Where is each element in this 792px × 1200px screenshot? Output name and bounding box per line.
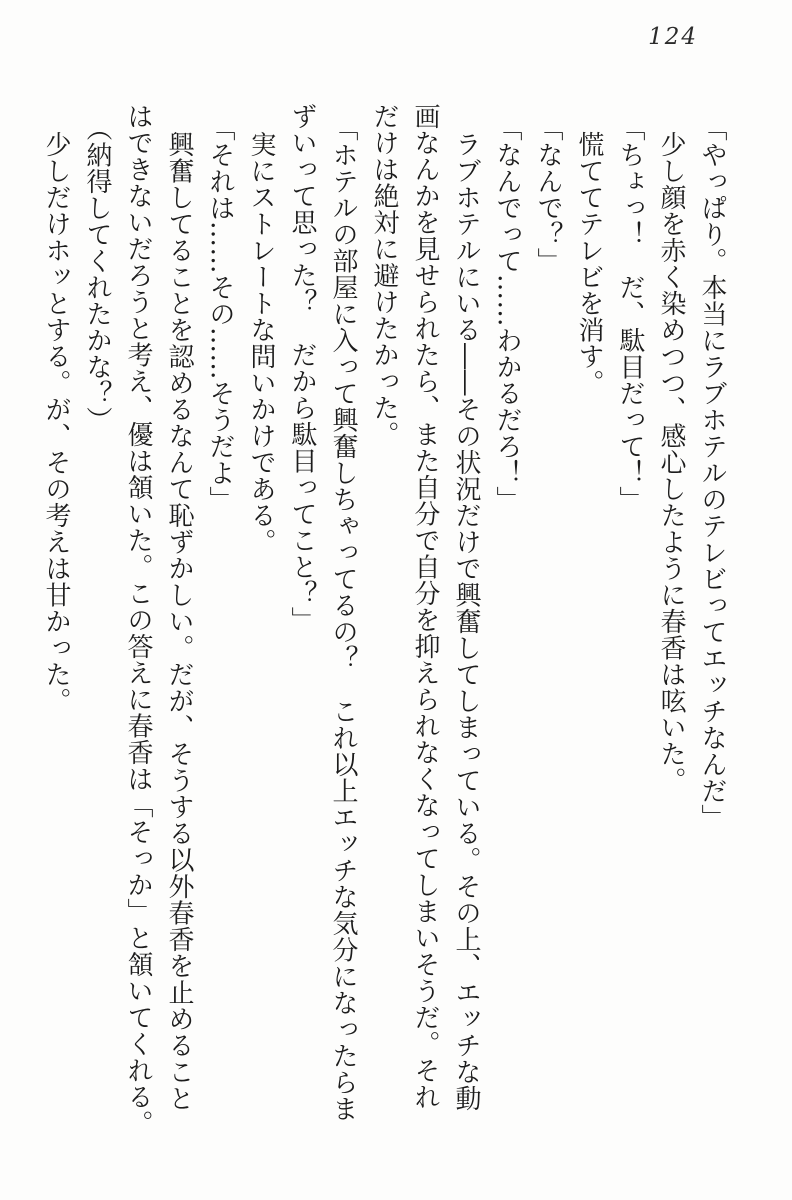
text-line: ラブホテルにいる――その状況だけで興奮してしまっている。その上、エッチな動	[451, 131, 481, 1112]
text-line: 少しだけホッとする。が、その考えは甘かった。	[41, 131, 71, 714]
text-line: 画なんかを見せられたら、また自分で自分を抑えられなくなってしまいそうだ。それ	[410, 103, 440, 1110]
text-line: 興奮してることを認めるなんて恥ずかしい。だが、そうする以外春香を止めること	[164, 131, 194, 1112]
text-line: ずいって思った？ だから駄目ってこと？」	[287, 103, 317, 633]
text-line: 「ホテルの部屋に入って興奮しちゃってるの？ これ以上エッチな気分になったらま	[328, 115, 358, 1122]
text-block	[35, 103, 732, 1173]
text-line: はできないだろうと考え、優は頷いた。この答えに春香は「そっか」と頷いてくれる。	[123, 103, 153, 1137]
text-line: 「なんでって……わかるだろ！」	[492, 115, 522, 513]
text-line: 「やっぱり。本当にラブホテルのテレビってエッチなんだ」	[697, 115, 727, 831]
text-line: （納得してくれたかな？）	[82, 115, 112, 433]
text-line: 実にストレートな問いかけである。	[246, 131, 276, 555]
page-number: 124	[648, 24, 698, 50]
text-line: 少し顔を赤く染めつつ、感心したように春香は呟いた。	[656, 131, 686, 794]
text-line: 「ちょっ！ だ、駄目だって！」	[615, 115, 645, 513]
text-line: 「なんで？」	[533, 115, 563, 274]
text-line: 慌ててテレビを消す。	[574, 131, 604, 396]
text-line: だけは絶対に避けたかった。	[369, 103, 399, 448]
text-line: 「それは……その……そうだよ」	[205, 115, 235, 513]
